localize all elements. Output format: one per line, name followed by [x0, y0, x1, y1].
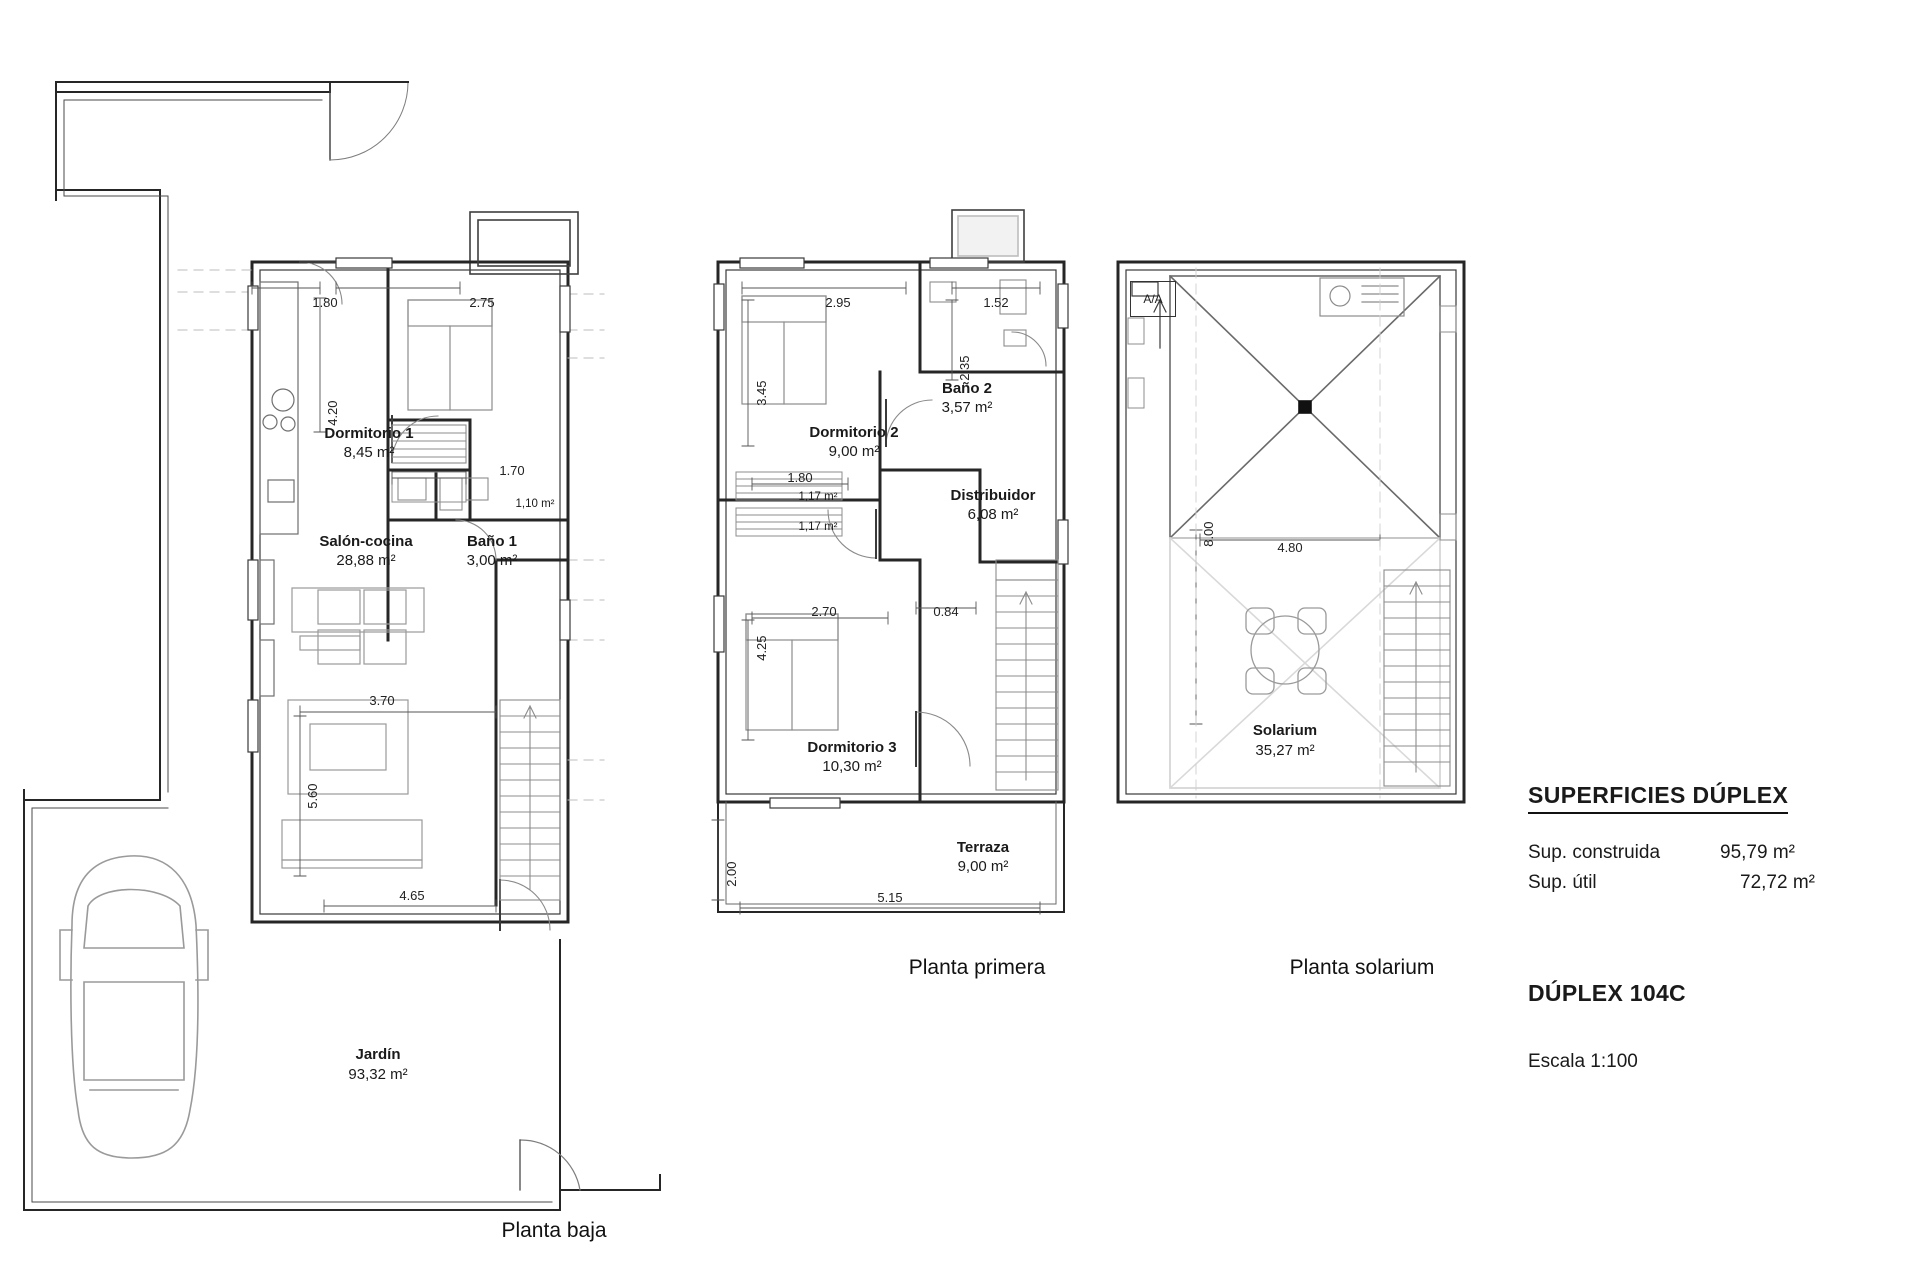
room-label-salon-cocina: Salón-cocina [319, 533, 413, 550]
first-bath-fixtures [930, 280, 1026, 346]
ground-house-walls-inner [260, 270, 560, 914]
dim-first-2-00: 2.00 [723, 861, 739, 887]
ground-stairs [500, 700, 560, 900]
dim-first-5-15: 5.15 [877, 890, 903, 905]
room-label-dormitorio-1: Dormitorio 1 [324, 425, 414, 442]
room-label-bano-1: Baño 1 [466, 533, 518, 550]
room-area-solarium: 35,27 m² [1255, 742, 1315, 759]
ground-partitions [388, 262, 568, 905]
room-area-bano-1: 3,00 m² [466, 552, 518, 569]
ground-upper-projection [252, 212, 578, 274]
dim-ground-4-20: 4.20 [324, 400, 340, 426]
room-label-distribuidor: Distribuidor [950, 487, 1036, 504]
dim-ground-1-70: 1.70 [499, 463, 525, 478]
scale-label: Escala 1:100 [1528, 1051, 1638, 1072]
room-label-terraza: Terraza [956, 839, 1010, 856]
ground-door-swings [300, 262, 550, 930]
legend-block [1528, 782, 1888, 1073]
room-label-dormitorio-2: Dormitorio 2 [809, 424, 899, 441]
dim-first-3-45: 3.45 [753, 380, 769, 406]
floor-title-planta-primera: Planta primera [908, 956, 1046, 979]
first-house-walls-inner [726, 270, 1056, 794]
first-door-swings [828, 332, 1046, 766]
aa-annotation: A/A [1130, 281, 1176, 317]
dimension-lines [252, 268, 1380, 914]
dim-solarium-4-80: 4.80 [1277, 540, 1303, 555]
solarium-sink [1320, 278, 1404, 316]
room-area-salon-cocina: 28,88 m² [336, 552, 396, 569]
legend-value-construida: 95,79 m² [1720, 842, 1795, 863]
legend-row-util [1528, 872, 1888, 898]
room-area-bano-2: 3,57 m² [941, 399, 993, 416]
dim-first-1-52: 1.52 [983, 295, 1009, 310]
room-area-armario-2: 1,17 m² [798, 521, 838, 533]
dim-first-2-35: 2.35 [956, 355, 972, 381]
dim-ground-2-75: 2.75 [469, 295, 495, 310]
room-label-solarium: Solarium [1252, 722, 1318, 739]
legend-label-util: Sup. útil [1528, 872, 1597, 893]
first-windows [714, 258, 1068, 808]
plot-gate-bottom [520, 1140, 580, 1190]
ground-plot-inner [32, 100, 552, 1202]
room-area-jardin: 93,32 m² [348, 1066, 408, 1083]
ground-wardrobe [392, 472, 466, 502]
legend-title: SUPERFICIES DÚPLEX [1528, 782, 1788, 814]
first-stairs [996, 560, 1058, 790]
dim-first-1-80: 1.80 [787, 470, 813, 485]
room-area-dormitorio-3: 10,30 m² [822, 758, 882, 775]
unit-name: DÚPLEX 104C [1528, 980, 1686, 1006]
dim-first-2-70: 2.70 [811, 604, 837, 619]
first-house-walls [718, 262, 1064, 802]
ground-house-walls [252, 262, 568, 922]
car-illustration [60, 856, 208, 1158]
ground-plot-outline [24, 82, 660, 1210]
room-label-jardin: Jardín [355, 1046, 401, 1063]
room-area-dormitorio-1: 8,45 m² [343, 444, 395, 461]
plot-gate [330, 82, 408, 160]
legend-row-construida [1528, 842, 1888, 868]
dim-first-0-84: 0.84 [933, 604, 959, 619]
room-label-bano-2: Baño 2 [941, 380, 993, 397]
dim-ground-3-70: 3.70 [369, 693, 395, 708]
legend-value-util: 72,72 m² [1740, 872, 1815, 893]
room-label-dormitorio-3: Dormitorio 3 [807, 739, 897, 756]
first-partitions [718, 262, 1064, 802]
ground-living-furniture [282, 588, 424, 868]
dim-ground-1-80: 1.80 [312, 295, 338, 310]
floor-title-planta-solarium: Planta solarium [1289, 956, 1435, 979]
floor-title-planta-baja: Planta baja [501, 1219, 607, 1242]
dim-first-4-25: 4.25 [753, 635, 769, 661]
dim-ground-5-60: 5.60 [304, 783, 320, 809]
dim-first-2-95: 2.95 [825, 295, 851, 310]
first-bed-3 [746, 614, 838, 730]
dim-ground-4-65: 4.65 [399, 888, 425, 903]
room-area-distribuidor: 6,08 m² [967, 506, 1019, 523]
ground-bed [408, 300, 492, 410]
dim-solarium-8-00: 8.00 [1200, 521, 1216, 547]
ground-kitchen [260, 282, 298, 696]
room-area-armario-baja: 1,10 m² [515, 498, 555, 510]
room-area-armario-1: 1,17 m² [798, 491, 838, 503]
first-upper-projection [952, 210, 1024, 262]
room-area-dormitorio-2: 9,00 m² [828, 443, 880, 460]
room-area-terraza: 9,00 m² [957, 858, 1009, 875]
legend-label-construida: Sup. construida [1528, 842, 1661, 863]
